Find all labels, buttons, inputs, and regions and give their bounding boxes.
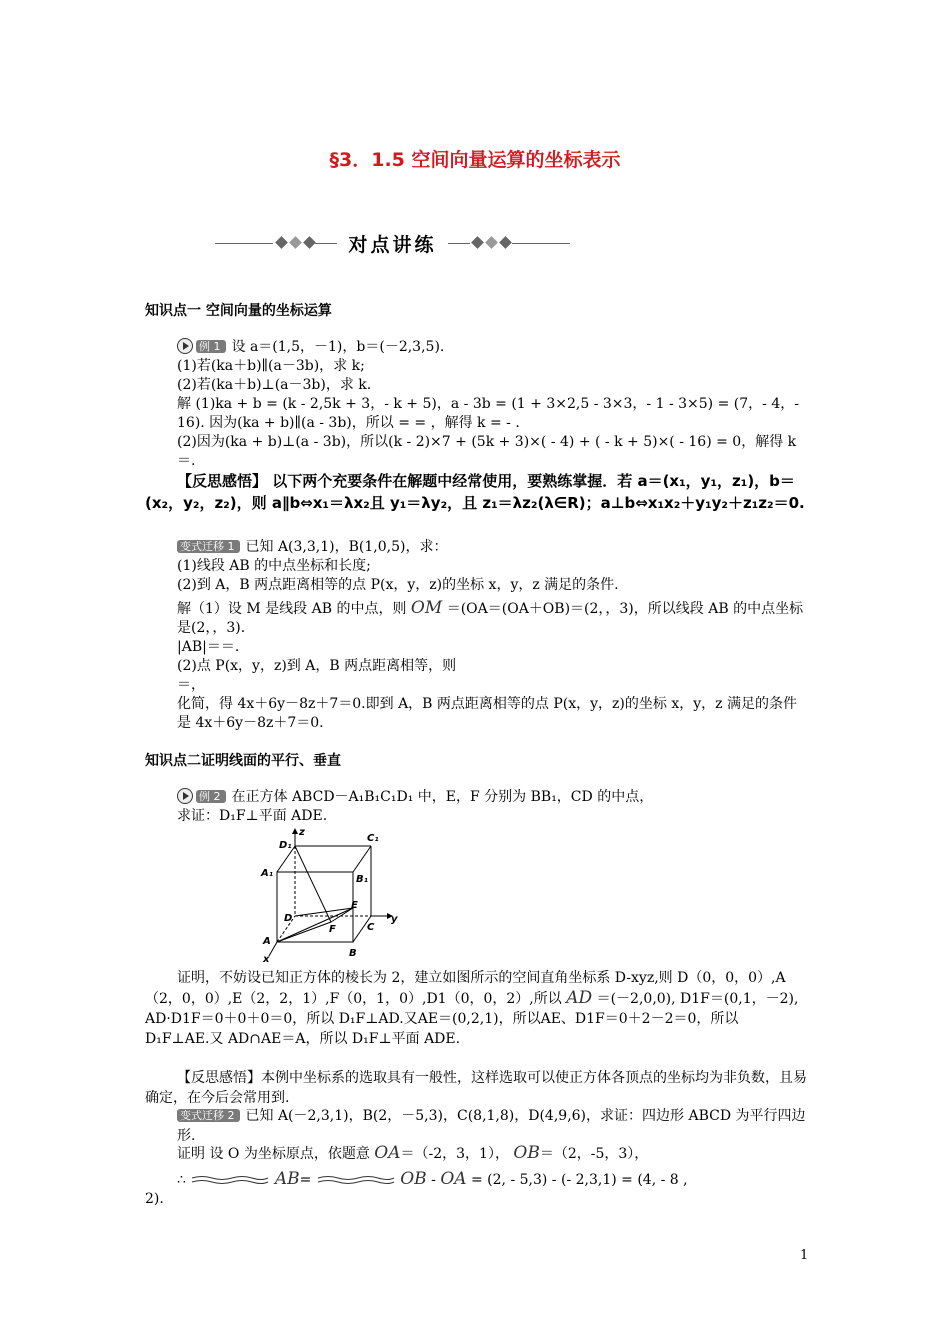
example2-line [145,788,807,807]
proof2-line: 2). [145,1191,164,1207]
solution-line: (2)因为(ka + b)⊥(a - 3b)，所以(k - 2)×7 + (5k + 3)×( - 4) + ( - k + 5)×( - 16) = 0，解得 k ＝. [177,434,797,469]
solution-text: 解（1）设 M 是线段 AB 的中点，则 [177,601,407,617]
example-badge: 例 1 [196,340,226,353]
axis-label-x: x [263,954,270,965]
example1-line [145,338,807,357]
variant1-line [145,538,807,557]
proof2-line [145,1170,807,1190]
proof-text: 证明 设 O 为坐标原点，依题意 [177,1146,370,1162]
reflection2: 【反思感悟】本例中坐标系的选取具有一般性，这样选取可以使正方体各顶点的坐标均为非负数，且易确定，在今后会常用到. [145,1070,807,1106]
minus-sign: - [431,1172,436,1188]
play-icon [177,788,193,804]
example2-text: 在正方体 ABCD－A₁B₁C₁D₁ 中，E，F 分别为 BB₁，CD 的中点， [231,789,654,805]
proof-text: ＝（-2，3，1）， [400,1146,509,1162]
point-label-f: F [329,924,336,935]
vertex-label-c1: C₁ [367,833,379,844]
solution-line: (2)点 P(x，y，z)到 A，B 两点距离相等，则 [177,658,457,674]
vertex-label-d1: D₁ [279,840,292,851]
page-title: §3．1.5 空间向量运算的坐标表示 [329,149,621,171]
proof-text: 证明，不妨设已知正方体的棱长为 2，建立如图所示的空间直角坐标系 D-xyz,则 D（0，0，0）,A（2，0，0）,E（2，2，1）,F（0，1，0）,D1（0，0，2）,所以 [145,970,786,1007]
vector-oa: OA [374,1143,401,1163]
banner-line [448,243,470,244]
variant1-line: (1)线段 AB 的中点坐标和长度; [177,558,371,574]
solution-line [145,395,807,433]
example2-line: 求证：D₁F⊥平面 ADE. [177,808,328,824]
variant1 [145,538,807,733]
proof2-block [145,1144,807,1209]
example2 [145,788,807,826]
play-icon [177,338,193,354]
therefore-symbol: ∴ [177,1172,186,1188]
section2-heading: 知识点二证明线面的平行、垂直 [145,753,341,769]
point-label-e: E [351,900,358,911]
proof-text: = (2, - 5,3) - (- 2,3,1) = (4, - 8 , [471,1172,688,1188]
proof-text: ＝(－2,0,0), D1F＝(0,1，－2), AD·D1F＝0＋0＋0＝0，所以 D₁F⊥AD.又AE＝(0,2,1)，所以AE、D1F＝0＋2－2＝0，所以 D₁F⊥AE.又 AD∩AE＝A，所以 D₁F⊥平面 ADE. [145,991,799,1047]
solution-line: |AB|＝＝. [177,639,240,655]
variant-badge: 变式迁移 2 [177,1109,240,1122]
variant2-text: 已知 A(－2,3,1)，B(2，－5,3)，C(8,1,8)，D(4,9,6)，求证：四边形 ABCD 为平行四边形. [177,1108,806,1144]
reflection1: 【反思感悟】 以下两个充要条件在解题中经常使用，要熟练掌握．若 a＝(x₁，y₁，z₁)，b＝(x₂，y₂，z₂)，则 a∥b⇔x₁＝λx₂且 y₁＝λy₂，且 z₁＝λz₂(λ∈R)；a⊥b⇔x₁x₂＋y₁y₂＋z₁z₂＝0. [145,472,805,512]
banner-text: 对点讲练 [348,234,437,256]
variant1-text: 已知 A(3,3,1)，B(1,0,5)，求： [245,539,448,555]
equals-sign: = [299,1172,312,1188]
wave-decoration [316,1175,396,1185]
vertex-label-b: B [349,948,357,959]
vector-ab: AB [274,1169,300,1189]
proof-text: ＝（2，-5，3）， [539,1146,649,1162]
vector-om: OM [410,598,443,618]
variant2 [145,1106,807,1146]
section-banner [215,228,570,258]
vector-oa2: OA [440,1169,467,1189]
page-number: 1 [800,1248,809,1263]
solution-line: 化简，得 4x＋6y－8z＋7＝0.即到 A，B 两点距离相等的点 P(x，y，z)的坐标 x，y，z 满足的条件是 4x＋6y－8z＋7＝0. [177,696,797,731]
solution-text: ＝(OA＝(OA＋OB)＝(2，，3)，所以线段 AB 的中点坐标是(2，，3). [177,601,804,636]
vertex-label-c: C [367,922,375,933]
solution-line: ＝， [177,677,205,693]
example1-text: 设 a＝(1,5，－1)，b＝(－2,3,5). [231,339,445,355]
vector-ob: OB [513,1143,540,1163]
axis-label-z: z [299,827,305,838]
vector-ob2: OB [400,1169,427,1189]
example1-line: (2)若(ka＋b)⊥(a－3b)，求 k. [177,377,372,393]
variant1-solution [145,599,807,638]
vertex-label-d: D [284,913,293,924]
banner-line-right [512,243,570,244]
variant2-line [145,1106,807,1146]
vertex-label-b1: B₁ [356,874,369,885]
proof-paragraph [145,968,807,1049]
solution-text: 解 (1)ka + b = (k - 2,5k + 3，- k + 5)，a - 3b = (1 + 3×2,5 - 3×3，- 1 - 3×5) = (7，- 4，- 16). 因为(ka + b)∥(a - 3b)，所以 = = ，解得 k = - . [177,396,799,431]
cube-figure [255,826,405,966]
wave-decoration [190,1175,270,1185]
variant-badge: 变式迁移 1 [177,540,240,553]
vertex-label-a1: A₁ [261,868,274,879]
section1-heading: 知识点一 空间向量的坐标运算 [145,303,332,319]
vector-ad: AD [566,988,593,1008]
variant1-line: (2)到 A，B 两点距离相等的点 P(x，y，z)的坐标 x，y，z 满足的条件. [177,577,619,593]
proof2-line [145,1144,807,1164]
axis-label-y: y [391,914,398,925]
example-badge: 例 2 [196,790,226,803]
vertex-label-a: A [263,936,271,947]
example1 [145,338,807,471]
example1-line: (1)若(ka＋b)∥(a－3b)，求 k; [177,358,365,374]
proof2 [145,968,807,1049]
